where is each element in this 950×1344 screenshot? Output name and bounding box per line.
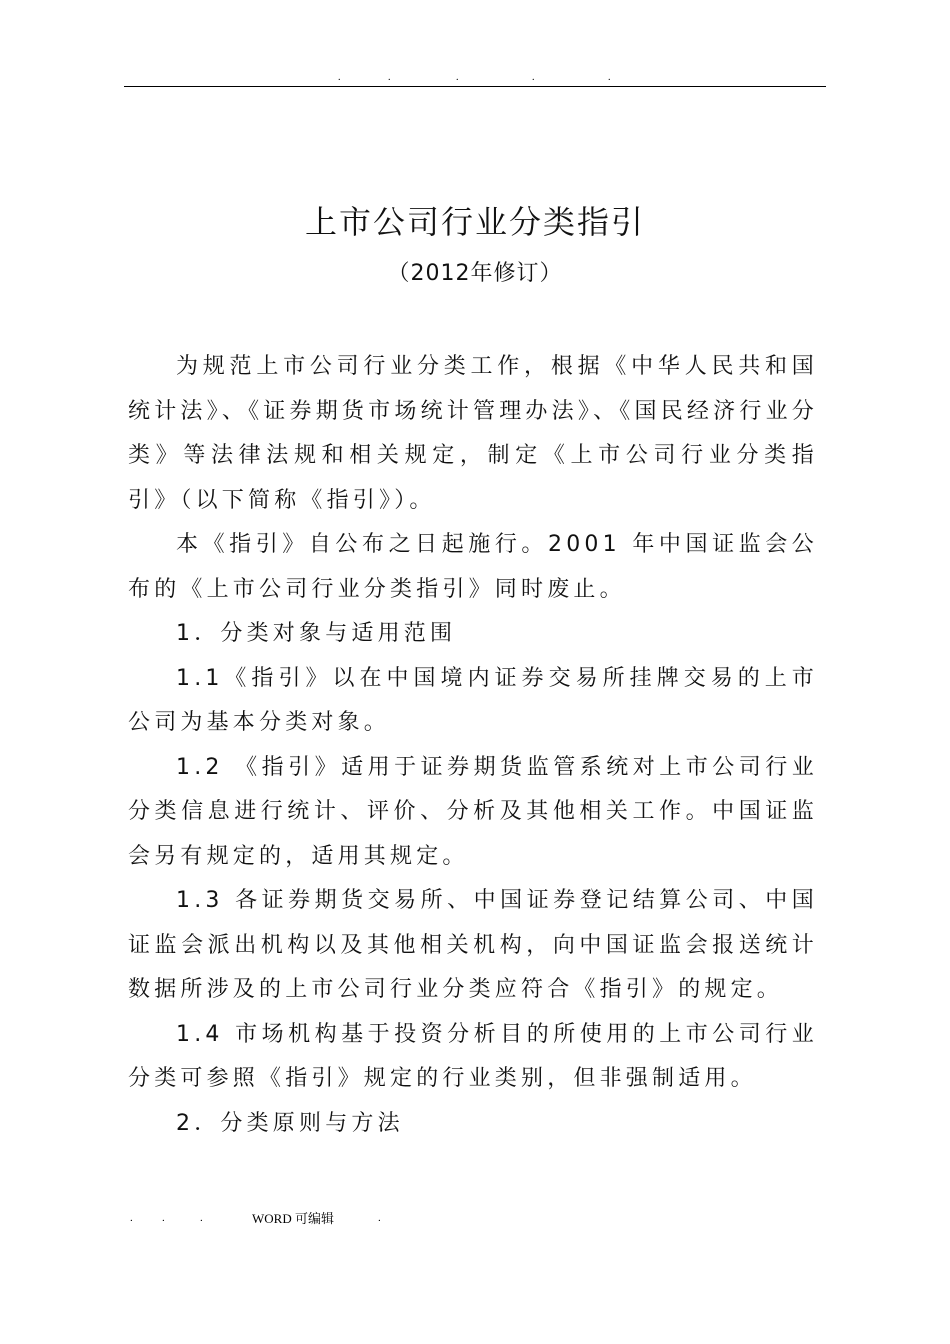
footer-label: WORD 可编辑 [252, 1211, 334, 1226]
footer-dot: . [162, 1212, 165, 1224]
header-dot: . [608, 72, 611, 83]
footer-dot: . [130, 1212, 133, 1224]
header-dot: . [456, 72, 459, 83]
paragraph: 1.1《指引》以在中国境内证券交易所挂牌交易的上市公司为基本分类对象。 [128, 665, 818, 735]
header-dot: . [532, 72, 535, 83]
header-rule [124, 86, 826, 87]
paragraph: 1.2 《指引》适用于证券期货监管系统对上市公司行业分类信息进行统计、评价、分析及其他相关工作。中国证监会另有规定的，适用其规定。 [128, 754, 818, 869]
document-body [128, 345, 818, 1146]
page-header-dots [0, 72, 950, 86]
paragraph: 本《指引》自公布之日起施行。2001 年中国证监会公布的《上市公司行业分类指引》同时废止。 [128, 532, 818, 602]
footer-dot: . [200, 1212, 203, 1224]
header-dot: . [388, 72, 391, 83]
section-heading: 1．分类对象与适用范围 [176, 621, 457, 646]
header-dot: . [338, 72, 341, 83]
paragraph: 1.3 各证券期货交易所、中国证券登记结算公司、中国证监会派出机构以及其他相关机构，向中国证监会报送统计数据所涉及的上市公司行业分类应符合《指引》的规定。 [128, 888, 818, 1002]
paragraph: 为规范上市公司行业分类工作，根据《中华人民共和国统计法》、《证券期货市场统计管理办法》、《国民经济行业分类》等法律法规和相关规定，制定《上市公司行业分类指引》（以下简称《指引》）。 [128, 354, 818, 513]
page-footer [0, 1208, 950, 1228]
footer-dot: . [378, 1212, 381, 1224]
section-heading: 2．分类原则与方法 [176, 1110, 404, 1136]
document-title: 上市公司行业分类指引 [304, 203, 645, 241]
document-subtitle: （2012年修订） [387, 261, 563, 286]
paragraph: 1.4 市场机构基于投资分析目的所使用的上市公司行业分类可参照《指引》规定的行业类别，但非强制适用。 [128, 1021, 818, 1091]
